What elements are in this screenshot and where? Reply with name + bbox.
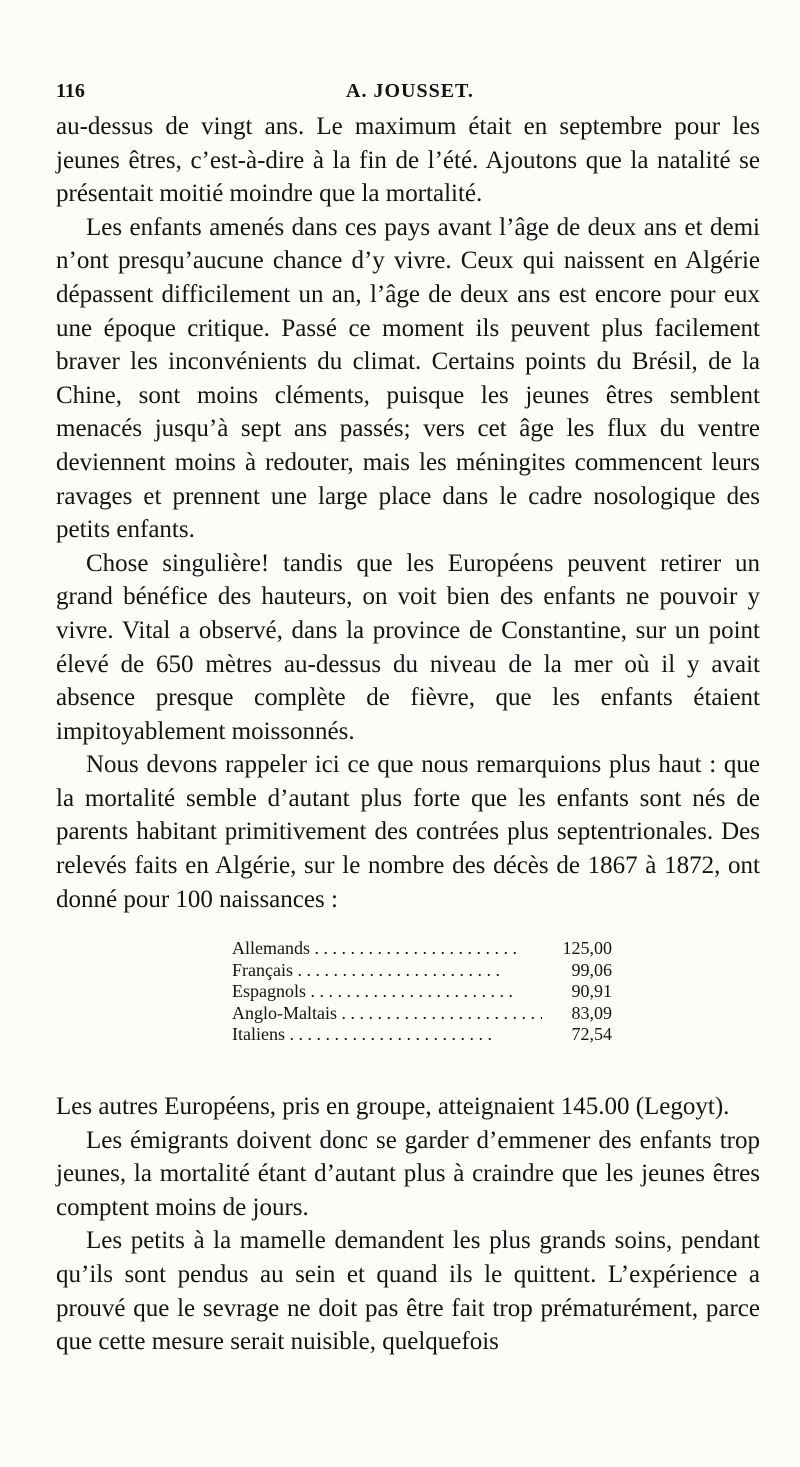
- mortality-table: [232, 938, 612, 1046]
- mortality-value: 72,54: [571, 1024, 612, 1044]
- paragraph: Les autres Européens, pris en groupe, atteignaient 145.00 (Legoyt).: [56, 1093, 730, 1120]
- mortality-value: 99,06: [571, 959, 612, 980]
- mortality-value: 125,00: [562, 938, 612, 958]
- nationality: Italiens . . .: [232, 1024, 542, 1046]
- nationality: Anglo-Maltais . . .: [232, 1003, 542, 1025]
- mortality-value: 90,91: [571, 981, 612, 1001]
- running-author: A. JOUSSET.: [346, 80, 474, 102]
- table-row: [232, 981, 612, 1003]
- mortality-value: 83,09: [571, 1002, 612, 1023]
- body-text-bottom: [56, 1090, 760, 1359]
- paragraph: Nous devons rappeler ici ce que nous remarquions plus haut : que la mortalité semble d’autant plus forte que les enfants sont nés de parents habitant primitivement des contrées plus septentrionales. Des relevés faits en Algérie, sur le nombre des décès de 1867 à 1872, ont donné pour 100 naissances :: [56, 751, 760, 913]
- paragraph: Les émigrants doivent donc se garder d’emmener des enfants trop jeunes, la mortalité étant d’autant plus à craindre que les jeunes êtres comptent moins de jours.: [56, 1126, 760, 1221]
- paragraph: Les petits à la mamelle demandent les plus grands soins, pendant qu’ils sont pendus au sein et quand ils le quittent. L’expérience a prouvé que le sevrage ne doit pas être fait trop prématurément, parce que cette mesure serait nuisible, quelquefois: [56, 1227, 760, 1356]
- paragraph-continuation: au-dessus de vingt ans. Le maximum était en septembre pour les jeunes êtres, c’est-à-dire à la fin de l’été. Ajoutons que la natalité se présentait moitié moindre que la mortalité.: [56, 113, 760, 208]
- table-row: [232, 938, 612, 960]
- nationality: Allemands . . .: [232, 938, 542, 960]
- table-row: [232, 960, 612, 982]
- paragraph: Chose singulière! tandis que les Européens peuvent retirer un grand bénéfice des hauteurs, on voit bien des enfants ne pouvoir y vivre. Vital a observé, dans la province de Constantine, sur un point élevé de 650 mètres au-dessus du niveau de la mer où il y avait absence presque complète de fièvre, que les enfants étaient impitoyablement moissonnés.: [56, 549, 760, 745]
- body-text-top: [56, 110, 760, 916]
- table-row: [232, 1024, 612, 1046]
- page-number: 116: [56, 80, 85, 102]
- nationality: Français . . .: [232, 960, 542, 982]
- nationality: Espagnols . . .: [232, 981, 542, 1003]
- running-header: [56, 80, 756, 106]
- paragraph: Les enfants amenés dans ces pays avant l’âge de deux ans et demi n’ont presqu’aucune chance d’y vivre. Ceux qui naissent en Algérie dépassent difficilement un an, l’âge de deux ans est encore pour eux une époque critique. Passé ce moment ils peuvent plus facilement braver les inconvénients du climat. Certains points du Brésil, de la Chine, sont moins cléments, puisque les jeunes êtres semblent menacés jusqu’à sept ans passés; vers cet âge les flux du ventre deviennent moins à redouter, mais les méningites commencent leurs ravages et prennent une large place dans le cadre nosologique des petits enfants.: [56, 213, 760, 544]
- table-row: [232, 1003, 612, 1025]
